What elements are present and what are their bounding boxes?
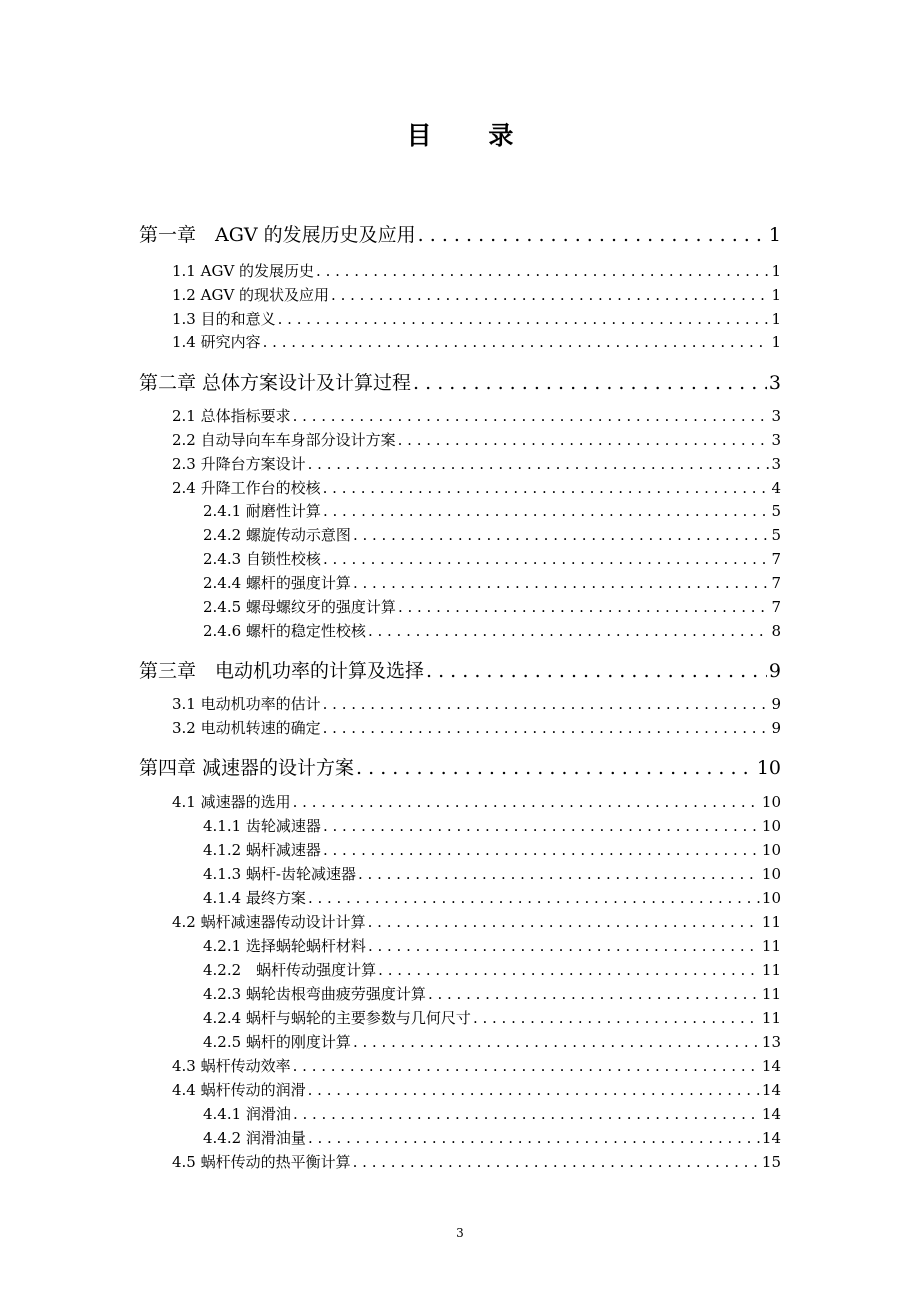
dot-leader xyxy=(293,1057,760,1075)
toc-entry-label: 2.4.6 螺杆的稳定性校核 xyxy=(203,622,366,640)
toc-entry-page: 10 xyxy=(761,889,781,907)
toc-entry-page: 5 xyxy=(771,526,781,544)
toc-entry-subsection[interactable] xyxy=(203,1007,781,1027)
dot-leader xyxy=(358,865,760,883)
dot-leader xyxy=(263,333,770,351)
dot-leader xyxy=(473,1009,760,1027)
dot-leader xyxy=(331,286,769,304)
toc-entry-page: 1 xyxy=(771,333,781,351)
dot-leader xyxy=(353,526,770,544)
toc-entry-page: 14 xyxy=(761,1129,781,1147)
toc-entry-label: 4.2.1 选择蜗轮蜗杆材料 xyxy=(203,937,366,955)
toc-entry-label: 4.4.2 润滑油量 xyxy=(203,1129,306,1147)
dot-leader xyxy=(368,622,770,640)
dot-leader xyxy=(308,889,760,907)
toc-entry-label: 2.4.5 螺母螺纹牙的强度计算 xyxy=(203,598,396,616)
toc-entry-chapter[interactable] xyxy=(139,656,781,682)
toc-entry-label: 4.2.4 蜗杆与蜗轮的主要参数与几何尺寸 xyxy=(203,1009,471,1027)
toc-entry-page: 15 xyxy=(761,1153,781,1171)
toc-entry-label: 4.1.1 齿轮减速器 xyxy=(203,817,321,835)
toc-entry-label: 4.2.2 蜗杆传动强度计算 xyxy=(203,961,377,979)
dot-leader xyxy=(308,1081,760,1099)
toc-entry-page: 14 xyxy=(761,1105,781,1123)
dot-leader xyxy=(323,502,770,520)
toc-entry-page: 11 xyxy=(761,961,781,979)
dot-leader xyxy=(378,961,760,979)
toc-entry-subsection[interactable] xyxy=(203,1127,781,1147)
dot-leader xyxy=(293,793,760,811)
toc-entry-subsection[interactable] xyxy=(203,983,781,1003)
toc-entry-label: 第三章 电动机功率的计算及选择 xyxy=(139,660,425,682)
toc-entry-section[interactable] xyxy=(172,453,781,473)
toc-title: 目 录 xyxy=(406,121,538,150)
toc-entry-label: 2.4.4 螺杆的强度计算 xyxy=(203,574,351,592)
toc-entry-subsection[interactable] xyxy=(203,596,781,616)
toc-entry-label: 2.4.3 自锁性校核 xyxy=(203,550,321,568)
toc-entry-section[interactable] xyxy=(172,429,781,449)
toc-entry-label: 2.1 总体指标要求 xyxy=(172,407,291,425)
toc-entry-section[interactable] xyxy=(172,284,781,304)
toc-entry-section[interactable] xyxy=(172,308,781,328)
toc-entry-label: 4.4 蜗杆传动的润滑 xyxy=(172,1081,306,1099)
toc-entry-label: 4.1.4 最终方案 xyxy=(203,889,306,907)
toc-entry-label: 3.1 电动机功率的估计 xyxy=(172,695,321,713)
toc-entry-page: 3 xyxy=(768,372,781,394)
dot-leader xyxy=(323,479,770,497)
toc-entry-label: 2.2 自动导向车车身部分设计方案 xyxy=(172,431,396,449)
toc-entry-section[interactable] xyxy=(172,1055,781,1075)
dot-leader xyxy=(353,1033,760,1051)
toc-entry-label: 4.5 蜗杆传动的热平衡计算 xyxy=(172,1153,351,1171)
toc-entry-subsection[interactable] xyxy=(203,500,781,520)
toc-entry-subsection[interactable] xyxy=(203,524,781,544)
toc-entry-subsection[interactable] xyxy=(203,839,781,859)
toc-entry-page: 11 xyxy=(761,913,781,931)
toc-entry-section[interactable] xyxy=(172,405,781,425)
toc-entry-page: 5 xyxy=(771,502,781,520)
toc-entry-page: 10 xyxy=(761,841,781,859)
toc-entry-subsection[interactable] xyxy=(203,1103,781,1123)
dot-leader xyxy=(353,1153,760,1171)
toc-entry-page: 1 xyxy=(771,262,781,280)
dot-leader xyxy=(323,695,770,713)
toc-entry-subsection[interactable] xyxy=(203,887,781,907)
toc-entry-label: 第一章 AGV 的发展历史及应用 xyxy=(139,224,416,246)
toc-entry-section[interactable] xyxy=(172,1079,781,1099)
toc-entry-page: 14 xyxy=(761,1081,781,1099)
dot-leader xyxy=(368,913,760,931)
dot-leader xyxy=(428,985,760,1003)
dot-leader xyxy=(323,817,760,835)
dot-leader xyxy=(316,262,769,280)
toc-entry-page: 1 xyxy=(771,286,781,304)
toc-entry-page: 9 xyxy=(768,660,781,682)
toc-entry-subsection[interactable] xyxy=(203,959,781,979)
toc-entry-page: 14 xyxy=(761,1057,781,1075)
toc-entry-page: 3 xyxy=(771,431,781,449)
toc-entry-page: 7 xyxy=(771,598,781,616)
dot-leader xyxy=(293,1105,760,1123)
toc-entry-label: 4.4.1 润滑油 xyxy=(203,1105,291,1123)
toc-entry-subsection[interactable] xyxy=(203,548,781,568)
toc-entry-label: 2.4.2 螺旋传动示意图 xyxy=(203,526,351,544)
toc-entry-subsection[interactable] xyxy=(203,620,781,640)
toc-entry-section[interactable] xyxy=(172,911,781,931)
page-number: 3 xyxy=(456,1226,464,1240)
dot-leader xyxy=(323,841,760,859)
toc-entry-page: 9 xyxy=(771,695,781,713)
toc-entry-page: 7 xyxy=(771,574,781,592)
toc-entry-label: 4.1.3 蜗杆-齿轮减速器 xyxy=(203,865,357,883)
toc-entry-subsection[interactable] xyxy=(203,1031,781,1051)
dot-leader xyxy=(413,372,767,394)
toc-entry-page: 4 xyxy=(771,479,781,497)
dot-leader xyxy=(308,455,770,473)
toc-entry-section[interactable] xyxy=(172,717,781,737)
toc-entry-label: 3.2 电动机转速的确定 xyxy=(172,719,321,737)
toc-entry-page: 9 xyxy=(771,719,781,737)
dot-leader xyxy=(278,310,770,328)
toc-entry-page: 11 xyxy=(761,985,781,1003)
toc-entry-subsection[interactable] xyxy=(203,572,781,592)
toc-entry-label: 4.2.5 蜗杆的刚度计算 xyxy=(203,1033,351,1051)
toc-entry-page: 1 xyxy=(768,224,781,246)
toc-entry-page: 7 xyxy=(771,550,781,568)
toc-entry-label: 第四章 减速器的设计方案 xyxy=(139,757,355,779)
toc-entry-section[interactable] xyxy=(172,791,781,811)
dot-leader xyxy=(356,757,755,779)
toc-entry-label: 1.3 目的和意义 xyxy=(172,310,276,328)
toc-entry-label: 4.3 蜗杆传动效率 xyxy=(172,1057,291,1075)
toc-entry-page: 10 xyxy=(761,793,781,811)
toc-entry-page: 3 xyxy=(771,455,781,473)
toc-entry-page: 1 xyxy=(771,310,781,328)
toc-entry-label: 1.4 研究内容 xyxy=(172,333,261,351)
toc-entry-label: 4.1.2 蜗杆减速器 xyxy=(203,841,321,859)
toc-entry-section[interactable] xyxy=(172,331,781,351)
toc-entry-chapter[interactable] xyxy=(139,368,781,394)
toc-entry-page: 8 xyxy=(771,622,781,640)
toc-entry-label: 4.2 蜗杆减速器传动设计计算 xyxy=(172,913,366,931)
dot-leader xyxy=(323,719,770,737)
toc-entry-section[interactable] xyxy=(172,260,781,280)
toc-entry-label: 第二章 总体方案设计及计算过程 xyxy=(139,372,412,394)
dot-leader xyxy=(398,598,770,616)
dot-leader xyxy=(293,407,770,425)
dot-leader xyxy=(323,550,770,568)
toc-entry-subsection[interactable] xyxy=(203,815,781,835)
toc-entry-label: 4.2.3 蜗轮齿根弯曲疲劳强度计算 xyxy=(203,985,426,1003)
toc-entry-label: 2.3 升降台方案设计 xyxy=(172,455,306,473)
toc-entry-subsection[interactable] xyxy=(203,935,781,955)
toc-entry-section[interactable] xyxy=(172,477,781,497)
toc-entry-label: 2.4 升降工作台的校核 xyxy=(172,479,321,497)
toc-entry-page: 10 xyxy=(761,817,781,835)
toc-entry-label: 4.1 减速器的选用 xyxy=(172,793,291,811)
dot-leader xyxy=(398,431,770,449)
toc-entry-label: 1.1 AGV 的发展历史 xyxy=(172,262,315,280)
toc-entry-page: 11 xyxy=(761,937,781,955)
toc-entry-page: 13 xyxy=(761,1033,781,1051)
dot-leader xyxy=(426,660,767,682)
toc-entry-subsection[interactable] xyxy=(203,863,781,883)
dot-leader xyxy=(353,574,770,592)
toc-entry-section[interactable] xyxy=(172,1151,781,1171)
toc-entry-page: 11 xyxy=(761,1009,781,1027)
dot-leader xyxy=(368,937,760,955)
toc-entry-page: 10 xyxy=(761,865,781,883)
toc-entry-chapter[interactable] xyxy=(139,753,781,779)
toc-entry-page: 10 xyxy=(756,757,781,779)
dot-leader xyxy=(418,224,767,246)
dot-leader xyxy=(308,1129,760,1147)
toc-entry-label: 1.2 AGV 的现状及应用 xyxy=(172,286,330,304)
toc-entry-chapter[interactable] xyxy=(139,220,781,246)
toc-entry-section[interactable] xyxy=(172,693,781,713)
toc-entry-label: 2.4.1 耐磨性计算 xyxy=(203,502,321,520)
toc-entry-page: 3 xyxy=(771,407,781,425)
